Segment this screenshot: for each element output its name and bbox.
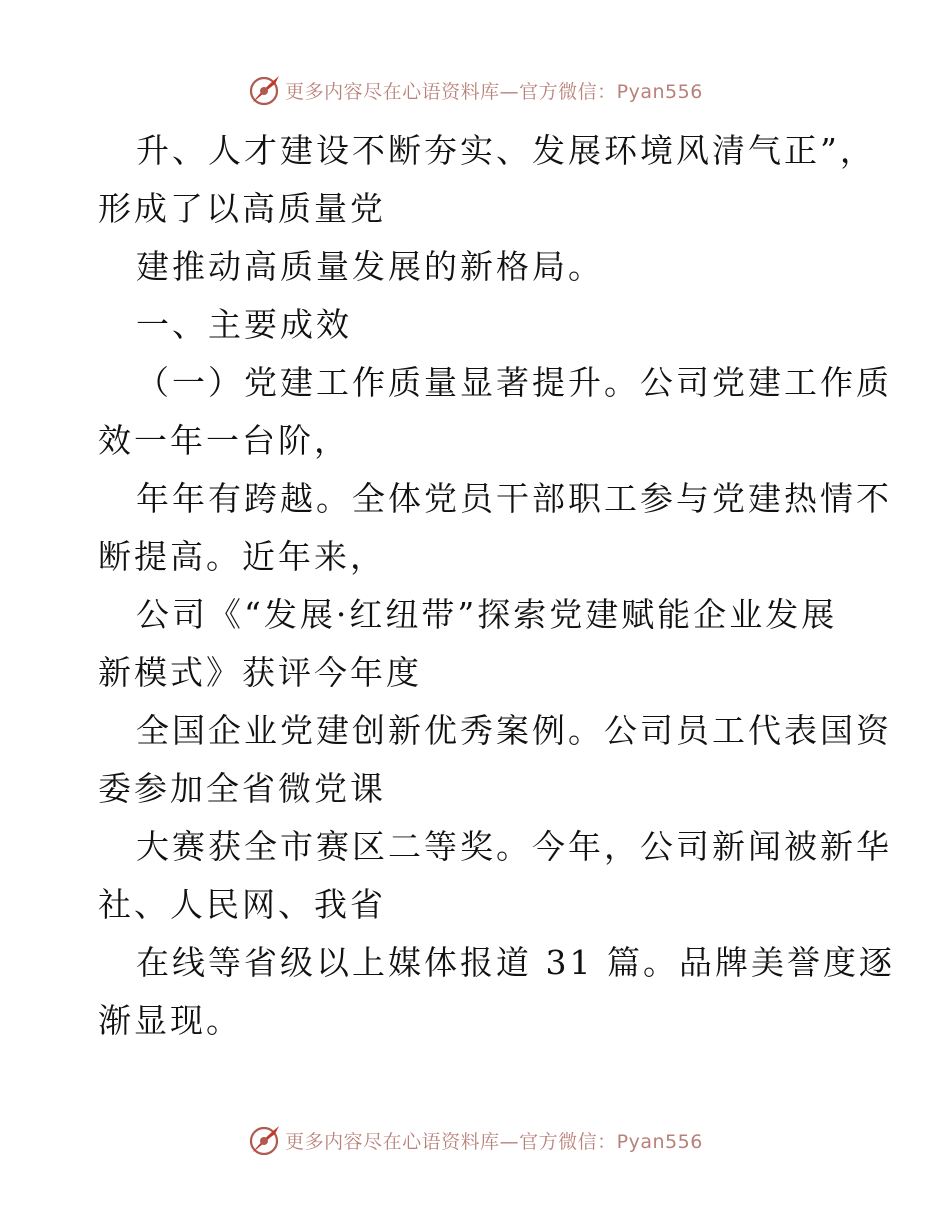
- pen-circle-logo-icon: [247, 72, 283, 108]
- body-line: 委参加全省微党课: [98, 769, 386, 808]
- header-watermark-text: 更多内容尽在心语资料库—官方微信：Pyan556: [285, 80, 703, 103]
- body-line: 升、人才建设不断夯实、发展环境风清气正”，: [136, 131, 876, 170]
- document-body: [98, 122, 895, 1050]
- footer-watermark-text: 更多内容尽在心语资料库—官方微信：Pyan556: [285, 1130, 703, 1153]
- section-heading: 一、主要成效: [136, 305, 352, 344]
- body-line: 形成了以高质量党: [98, 189, 386, 228]
- body-line: 断提高。近年来，: [98, 537, 386, 576]
- pen-circle-logo-icon: [247, 1122, 283, 1158]
- body-line: （一）党建工作质量显著提升。公司党建工作质: [136, 363, 892, 402]
- body-line: 新模式》获评今年度: [98, 653, 422, 692]
- body-line: 建推动高质量发展的新格局。: [136, 247, 604, 286]
- body-line: 全国企业党建创新优秀案例。公司员工代表国资: [136, 711, 892, 750]
- footer-watermark: [0, 1120, 950, 1160]
- header-watermark: [0, 70, 950, 110]
- body-line: 在线等省级以上媒体报道 31 篇。品牌美誉度逐: [136, 943, 895, 982]
- body-line: 大赛获全市赛区二等奖。今年，公司新闻被新华: [136, 827, 892, 866]
- body-line: 公司《“发展·红纽带”探索党建赋能企业发展: [136, 595, 838, 634]
- body-line: 年年有跨越。全体党员干部职工参与党建热情不: [136, 479, 892, 518]
- body-line: 效一年一台阶，: [98, 421, 350, 460]
- body-line: 社、人民网、我省: [98, 885, 386, 924]
- body-line: 渐显现。: [98, 1001, 242, 1040]
